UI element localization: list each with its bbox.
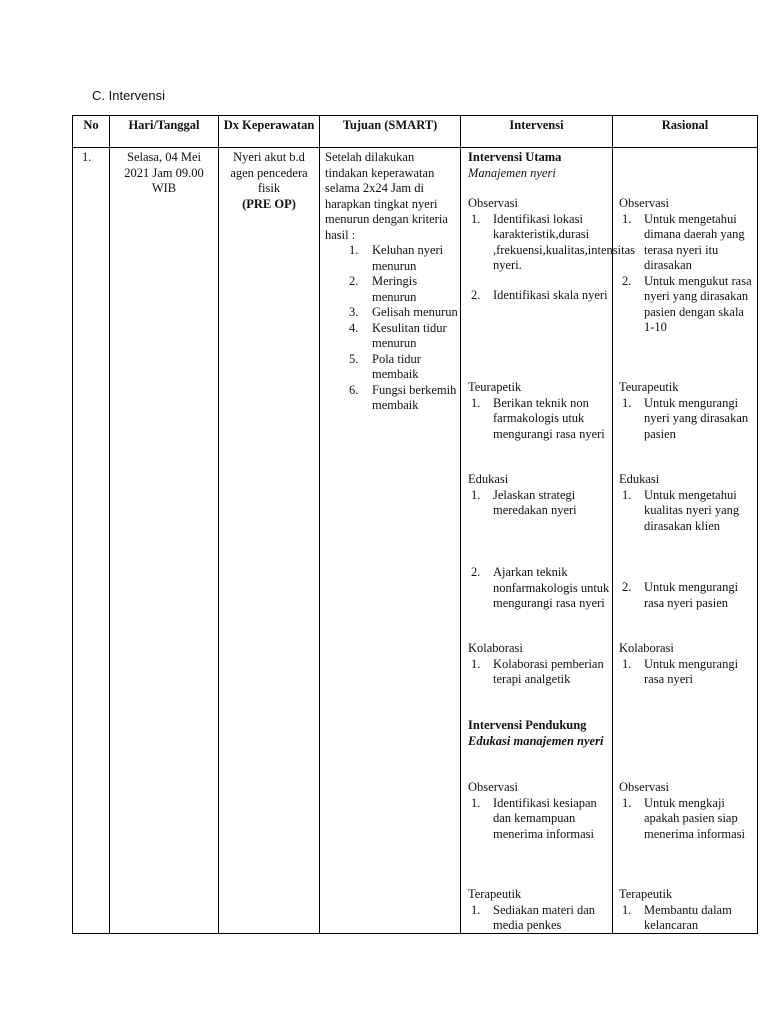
list-item: 1. Membantu dalam kelancaran bbox=[622, 902, 732, 932]
row-number: 1. bbox=[82, 150, 92, 164]
rationale-edukasi-list-continued bbox=[619, 580, 753, 611]
rationale-support-terapeutik-label: Terapeutik bbox=[619, 887, 673, 901]
list-item: 2. Identifikasi skala nyeri bbox=[471, 288, 608, 302]
rationale-kolaborasi-label: Kolaborasi bbox=[619, 641, 674, 655]
rationale-observasi-list bbox=[619, 212, 753, 336]
list-item: 2. Ajarkan teknik nonfarmakologis untuk mengurangi rasa nyeri bbox=[471, 565, 610, 610]
rationale-support-observasi-label: Observasi bbox=[619, 780, 669, 794]
list-item: 1. Berikan teknik non farmakologis utuk mengurangi rasa nyeri bbox=[471, 395, 605, 441]
list-item: 1. Untuk mengetahui kualitas nyeri yang dirasakan klien bbox=[622, 487, 740, 533]
rationale-edukasi-label: Edukasi bbox=[619, 472, 660, 486]
header-intervention: Intervensi bbox=[509, 118, 564, 132]
rationale-terapeutik-label: Teurapeutik bbox=[619, 380, 679, 394]
diagnosis-cell bbox=[221, 150, 317, 212]
header-no: No bbox=[83, 118, 99, 132]
rationale-kolaborasi-list bbox=[619, 657, 753, 688]
kolaborasi-label: Kolaborasi bbox=[468, 641, 523, 655]
list-item: 1. Sediakan materi dan media penkes bbox=[471, 902, 596, 932]
goal-cell bbox=[325, 150, 458, 414]
support-observasi-label: Observasi bbox=[468, 780, 518, 794]
goal-intro: Setelah dilakukan tindakan keperawatan selama 2x24 Jam di harapkan tingkat nyeri menurun dengan kriteria hasil : bbox=[325, 150, 448, 242]
header-goal: Tujuan (SMART) bbox=[342, 118, 438, 132]
header-date: Hari/Tanggal bbox=[128, 118, 200, 132]
list-item: 1. Identifikasi kesiapan dan kemampuan menerima informasi bbox=[471, 795, 597, 841]
support-observasi-list bbox=[468, 796, 610, 843]
observasi-list bbox=[468, 211, 635, 274]
terapeutik-label: Teurapetik bbox=[468, 380, 522, 394]
main-intervention-subtitle: Manajemen nyeri bbox=[468, 165, 556, 180]
main-intervention-title: Intervensi Utama bbox=[468, 150, 562, 164]
list-item: 2. Untuk mengurangi rasa nyeri pasien bbox=[622, 580, 739, 610]
list-item: 1. Identifikasi lokasi karakteristik,durasi ,frekuensi,kualitas,intensitas nyeri. bbox=[471, 211, 635, 272]
rationale-observasi-label: Observasi bbox=[619, 196, 669, 210]
rationale-support-terapeutik-list bbox=[619, 903, 753, 934]
rationale-support-observasi-list bbox=[619, 796, 753, 843]
goal-criteria-list bbox=[346, 243, 458, 414]
support-intervention-subtitle: Edukasi manajemen nyeri bbox=[468, 733, 604, 748]
list-item: 1. Untuk mengurangi rasa nyeri bbox=[622, 656, 739, 686]
diagnosis-text: Nyeri akut b.d agen pencedera fisik bbox=[230, 150, 308, 195]
observasi-list-continued bbox=[468, 288, 610, 304]
list-item: 1. Untuk mengkaji apakah pasien siap menerima informasi bbox=[622, 795, 746, 841]
list-item: 2. Untuk mengukut rasa nyeri yang dirasakan pasien dengan skala 1-10 bbox=[622, 273, 752, 334]
header-rationale: Rasional bbox=[661, 118, 709, 132]
terapeutik-list bbox=[468, 396, 610, 443]
edukasi-list-continued bbox=[468, 565, 610, 612]
date-cell: Selasa, 04 Mei 2021 Jam 09.00 WIB bbox=[124, 150, 204, 195]
support-terapeutik-label: Terapeutik bbox=[468, 887, 522, 901]
observasi-label: Observasi bbox=[468, 196, 518, 210]
list-item: 6. Fungsi berkemih membaik bbox=[349, 382, 457, 412]
list-item: 3. Gelisah menurun bbox=[349, 305, 458, 319]
edukasi-list bbox=[468, 488, 610, 519]
rationale-terapeutik-list bbox=[619, 396, 753, 443]
support-terapeutik-list bbox=[468, 903, 610, 934]
list-item: 1. Jelaskan strategi meredakan nyeri bbox=[471, 487, 577, 517]
list-item: 4. Kesulitan tidur menurun bbox=[349, 320, 447, 350]
list-item: 1. Untuk mengetahui dimana daerah yang terasa nyeri itu dirasakan bbox=[622, 211, 745, 272]
edukasi-label: Edukasi bbox=[468, 472, 509, 486]
header-dx: Dx Keperawatan bbox=[223, 118, 315, 132]
section-heading: C. Intervensi bbox=[92, 88, 165, 103]
support-intervention-title: Intervensi Pendukung bbox=[468, 718, 587, 732]
list-item: 1. Kolaborasi pemberian terapi analgetik bbox=[471, 656, 604, 686]
list-item: 2. Meringis menurun bbox=[349, 274, 418, 304]
kolaborasi-list bbox=[468, 657, 610, 688]
list-item: 1. Untuk mengurangi nyeri yang dirasakan pasien bbox=[622, 395, 749, 441]
rationale-edukasi-list bbox=[619, 488, 753, 535]
diagnosis-phase: (PRE OP) bbox=[242, 196, 296, 211]
list-item: 5. Pola tidur membaik bbox=[349, 351, 421, 381]
list-item: 1. Keluhan nyeri menurun bbox=[349, 243, 444, 273]
